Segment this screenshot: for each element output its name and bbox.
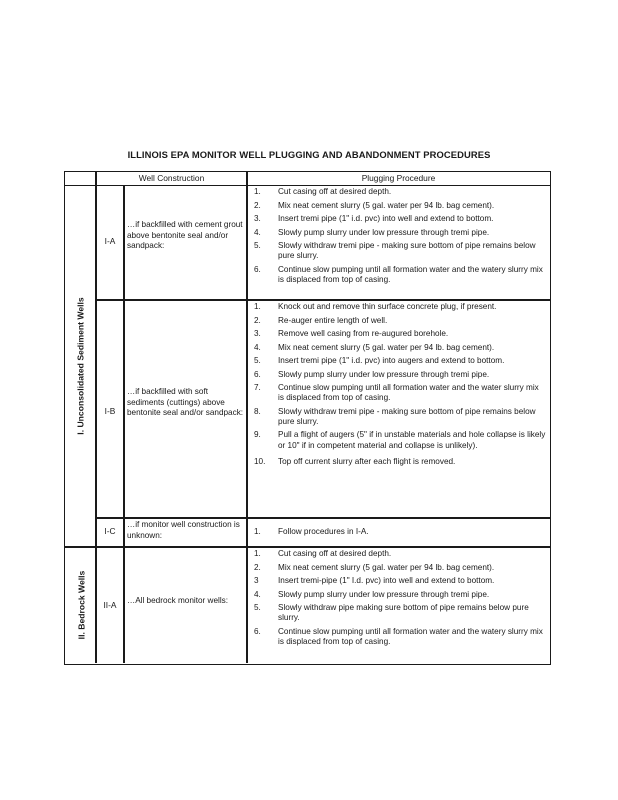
procedure-step: 6. Slowly pump slurry under low pressure through tremi pipe. <box>254 369 490 379</box>
procedure-step: 3. Insert tremi pipe (1" i.d. pvc) into well and extend to bottom. <box>254 214 494 223</box>
procedure-step: 1. Follow procedures in I-A. <box>254 527 369 536</box>
row-condition-i-a: …if backfilled with cement grout above bentonite seal and/or sandpack: <box>127 220 243 251</box>
row-code-ii-a: II-A <box>103 600 117 610</box>
procedures-table <box>64 171 551 665</box>
procedure-step: 7. Continue slow pumping until all formation water and the water slurry mix is displaced from top of casing. <box>254 383 539 403</box>
section-divider <box>65 546 550 548</box>
header-well-construction: Well Construction <box>138 173 205 183</box>
procedure-step: 1. Knock out and remove thin surface concrete plug, if present. <box>254 302 497 311</box>
procedure-step: 1. Cut casing off at desired depth. <box>254 187 392 196</box>
procedure-step: 5. Insert tremi pipe (1" i.d. pvc) into augers and extend to bottom. <box>254 356 505 365</box>
page-title: ILLINOIS EPA MONITOR WELL PLUGGING AND ABANDONMENT PROCEDURES <box>127 149 491 160</box>
row-code-i-b: I-B <box>104 406 116 416</box>
procedure-step: 5. Slowly withdraw tremi pipe - making sure bottom of pipe remains below pure slurry. <box>254 241 536 261</box>
procedure-list-i-a <box>250 187 550 285</box>
procedure-step: 5. Slowly withdraw pipe making sure bottom of pipe remains below pure slurry. <box>254 603 529 623</box>
table-header-row <box>65 172 550 186</box>
procedure-step: 4. Mix neat cement slurry (5 gal. water per 94 lb. bag cement). <box>254 342 495 352</box>
procedure-step: 6. Continue slow pumping until all formation water and the watery slurry mix is displaced from top of casing. <box>254 626 543 646</box>
section-unconsolidated-sediment-wells: I. Unconsolidated Sediment Wells <box>76 297 86 435</box>
procedure-step: 6. Continue slow pumping until all formation water and the watery slurry mix is displaced from top of casing. <box>254 264 543 284</box>
section-bedrock-wells: II. Bedrock Wells <box>76 570 86 640</box>
row-condition-i-c: …if monitor well construction is unknown: <box>127 520 240 540</box>
procedure-list-i-c <box>250 527 550 537</box>
procedure-step: 1. Cut casing off at desired depth. <box>254 549 392 558</box>
procedure-step: 4. Slowly pump slurry under low pressure through tremi pipe. <box>254 589 490 599</box>
procedure-step: 9. Pull a flight of augers (5" if in unstable materials and hole collapse is likely or 10" if in competent material and collapse is unlikely). <box>254 430 546 450</box>
procedure-step: 2. Mix neat cement slurry (5 gal. water per 94 lb. bag cement). <box>254 200 495 210</box>
procedure-step: 4. Slowly pump slurry under low pressure through tremi pipe. <box>254 227 490 237</box>
procedure-step: 3. Remove well casing from re-augured borehole. <box>254 329 449 338</box>
procedure-list-ii-a <box>250 549 550 647</box>
column-divider <box>123 186 125 663</box>
header-plugging-procedure: Plugging Procedure <box>361 173 436 183</box>
procedure-list-i-b <box>250 302 550 467</box>
procedure-step: 3 Insert tremi-pipe (1" I.d. pvc) into well and extend to bottom. <box>254 576 495 585</box>
procedure-step: 2. Mix neat cement slurry (5 gal. water per 94 lb. bag cement). <box>254 562 495 572</box>
procedure-step: 8. Slowly withdraw tremi pipe - making sure bottom of pipe remains below pure slurry. <box>254 406 536 426</box>
row-condition-ii-a: …All bedrock monitor wells: <box>127 596 229 605</box>
row-code-i-c: I-C <box>104 526 116 536</box>
column-divider <box>246 172 248 663</box>
row-condition-i-b: …if backfilled with soft sediments (cuttings) above bentonite seal and/or sandpack: <box>127 387 244 418</box>
row-divider <box>96 299 550 301</box>
procedure-step: 10. Top off current slurry after each flight is removed. <box>254 456 456 466</box>
row-divider <box>96 517 550 519</box>
row-code-i-a: I-A <box>104 236 116 246</box>
procedure-step: 2. Re-auger entire length of well. <box>254 315 388 325</box>
